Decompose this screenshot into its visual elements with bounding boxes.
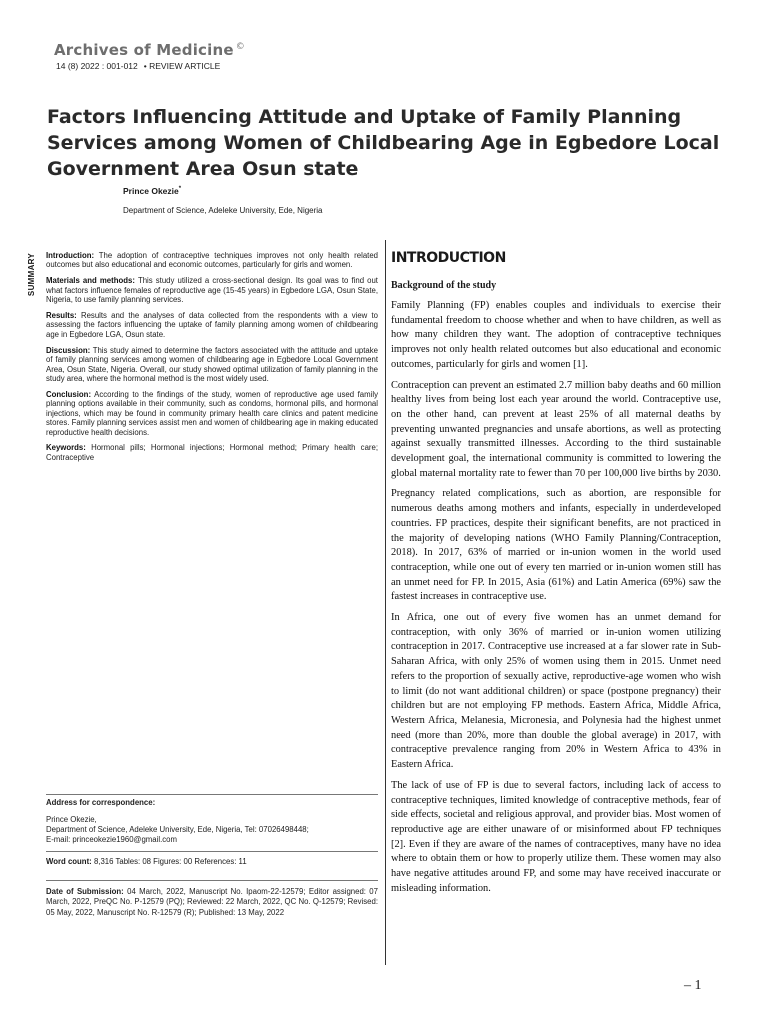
intro-paragraph: In Africa, one out of every five women has an unmet demand for contraception, with only 36% of married or in-union women utilizing contraception in 2017. Contraceptive use increased at a far slower rate in Sub-Saharan Africa, with only 25% of women using them in 2015. Unmet need refers to the proportion of sexually active, reproductive-age women who wish to limit (do not want additional children) or space (postpone pregnancy) their children but are not employing FP methods. Eastern Africa, Middle Africa, Western Africa, Melanesia, Micronesia, and Polynesia had the highest unmet need (more than 20%, more than double the global average) in 2017, with contraceptive prevalence ranging from 20% in Western Africa to 43% in Eastern Africa. — [391, 612, 721, 771]
correspondence-heading: Address for correspondence: — [46, 798, 156, 807]
correspondence-email: E-mail: princeokezie1960@gmail.com — [46, 835, 177, 844]
column-divider — [385, 240, 386, 965]
wordcount-rule — [46, 851, 378, 852]
dates-rule — [46, 880, 378, 881]
word-count: Word count: 8,316 Tables: 08 Figures: 00 References: 11 — [46, 857, 247, 866]
journal-name: Archives of Medicine © — [54, 41, 245, 59]
correspondence-address: Department of Science, Adeleke University, Ede, Nigeria, Tel: 07026498448; — [46, 825, 309, 834]
issue-number: 14 (8) 2022 : 001-012 — [56, 61, 138, 71]
copyright-mark: © — [235, 42, 245, 52]
summary-label: SUMMARY — [27, 252, 37, 297]
submission-dates: Date of Submission: 04 March, 2022, Manuscript No. Ipaom-22-12579; Editor assigned: 07 March, 2022, PreQC No. P-12579 (PQ); Reviewed: 22 March, 2022, QC No. Q-12579; Revised: 05 May, 2022, Manuscript No. R-12579 (R); Published: 13 May, 2022 — [46, 887, 378, 917]
intro-paragraph: Family Planning (FP) enables couples and individuals to exercise their fundamental freedom to choose whether and when to have children, as well as how many children they want. The adoption of contraceptive techniques improves not only health related outcomes but also educational and economic outcomes, particularly for girls and women [1]. — [391, 300, 721, 370]
page-number: – 1 — [684, 978, 702, 993]
abstract-conclusion: Conclusion: According to the findings of the study, women of reproductive age used family planning options available in their community, such as condoms, hormonal pills, and hormonal injections, which may be found in community primary health care clinics and patent medicine stores. Family planning services assist men and women of childbearing age in making educated reproductive health decisions. — [46, 389, 378, 437]
abstract-results: Results: Results and the analyses of data collected from the respondents with a view to assessing the factors influencing the uptake of family planning among women of childbearing age in Egbedore LGA, Osun state. — [46, 311, 378, 339]
author-name: Prince Okezie — [123, 186, 179, 196]
intro-paragraph: The lack of use of FP is due to several factors, including lack of access to contraceptive techniques, limited knowledge of contraceptive methods, fear of side effects, societal and religious approval, and provider bias. Most women of reproductive age are either unaware of or misinformed about FP techniques [2]. Even if they are aware of the names of contraceptives, many have no idea where to obtain them or how to properly utilize them. These women may also have negative attitudes around FP, and some may have received inaccurate or misleading information. — [391, 779, 721, 894]
issue-info — [56, 61, 220, 71]
author-mark: * — [178, 186, 182, 193]
correspondence-rule — [46, 794, 378, 795]
intro-paragraph: Pregnancy related complications, such as abortion, are responsible for numerous deaths among mothers and infants, especially in underdeveloped countries. FP practices, despite their significant benefits, are not practiced in the majority of developing nations (WHO Family Planning/Contraception, 2018). In 2017, 63% of married or in-union women in the world used contraception, while one out of every ten married or in-union women still has an unmet need for FP. In 2015, Asia (61%) and Latin America (69%) saw the fastest increases in contraceptive use. — [391, 488, 721, 603]
abstract-methods: Materials and methods: This study utilized a cross-sectional design. Its goal was to find out what factors influence females of reproductive age (15-45 years) in Egbedore LGA, Osun State, Nigeria, to use family planning services. — [46, 276, 378, 305]
abstract-keywords: Keywords: Hormonal pills; Hormonal injections; Hormonal method; Primary health care; Contraceptive — [46, 443, 378, 462]
abstract-discussion: Discussion: This study aimed to determine the factors associated with the attitude and uptake of family planning services among women of childbearing age in Egbedore Local Government Area, Osun State, Nigeria. Overall, our study showed optimal utilization of family planning in the study area, where the hormonal method is the most widely used. — [46, 345, 379, 383]
article-type: • REVIEW ARTICLE — [143, 61, 221, 71]
correspondence-block — [46, 798, 378, 845]
intro-paragraph: Contraception can prevent an estimated 2.7 million baby deaths and 60 million healthy lives from being lost each year around the world. Contraceptive use, on the other hand, can prevent at least 25% of all maternal deaths by preventing unwanted pregnancies and unsafe abortions, as well as protecting against sexually transmitted illnesses. According to the third sustainable development goal, the international community is committed to lowering the global maternal mortality rate to fewer than 70 per 100,000 live births by 2030. — [391, 379, 721, 479]
correspondence-name: Prince Okezie, — [46, 815, 97, 824]
author — [123, 186, 181, 196]
article-title: Factors Influencing Attitude and Uptake of Family Planning Services among Women of Childbearing Age in Egbedore Local Government Area Osun state — [47, 106, 720, 180]
introduction-body — [391, 299, 721, 902]
affiliation: Department of Science, Adeleke University, Ede, Nigeria — [123, 206, 323, 215]
introduction-heading: INTRODUCTION — [391, 250, 506, 266]
abstract — [46, 251, 378, 469]
abstract-introduction: Introduction: The adoption of contraceptive techniques improves not only health related outcomes but also educational and economic outcomes, particularly for girls and women. — [46, 251, 378, 270]
background-subheading: Background of the study — [391, 280, 497, 291]
